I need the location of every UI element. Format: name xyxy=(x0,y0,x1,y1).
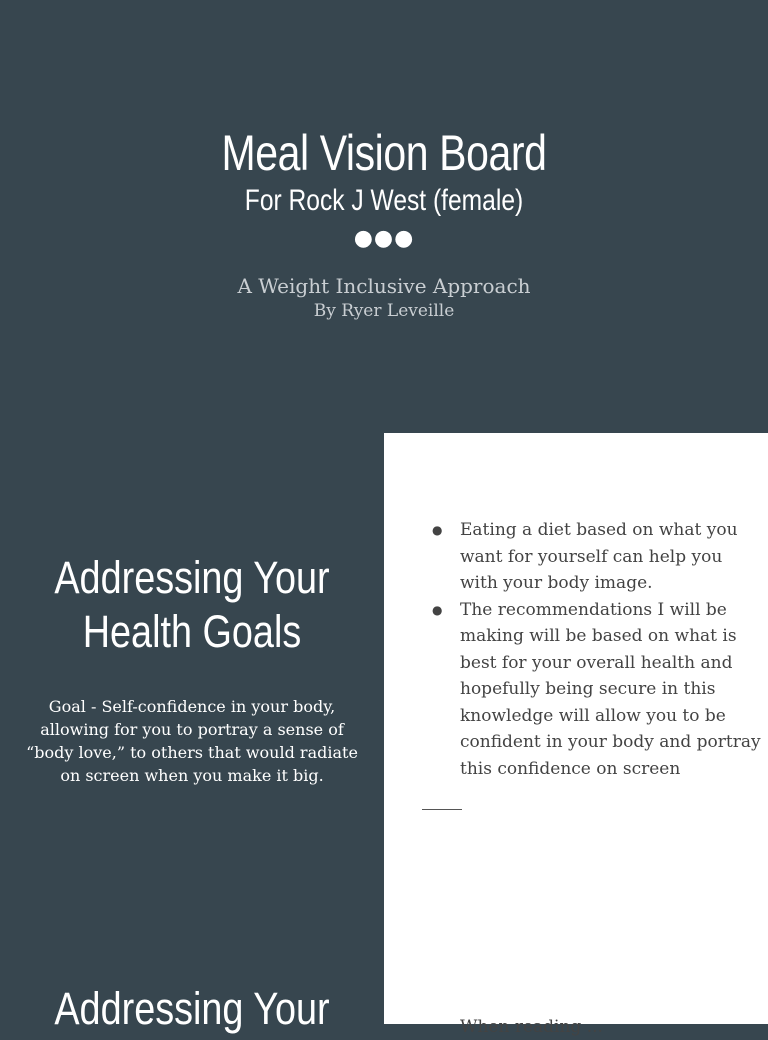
bullet-icon: ● xyxy=(432,602,443,617)
dots-divider: ●●● xyxy=(353,226,415,251)
list-item xyxy=(424,517,764,597)
cover-subtitle: For Rock J West (female) xyxy=(244,184,524,217)
author-line: By Ryer Leveille xyxy=(313,301,455,321)
bullet-list xyxy=(424,517,764,782)
section-heading-second: Addressing Your xyxy=(54,983,330,1034)
list-item-text: The recommendations I will be making will be based on what is best for your overall health and hopefully being secure in this knowledge will allow you to be confident in your body and portray this confidence on screen xyxy=(460,599,761,779)
bullet-icon: ● xyxy=(432,523,443,537)
section-heading-health-goals: Addressing Your Health Goals xyxy=(54,552,330,657)
divider-rule xyxy=(422,809,462,810)
goal-text: Goal - Self-confidence in your body, allowing for you to portray a sense of “body love,” to others that would radiate on screen when you make it big. xyxy=(26,697,358,785)
white-content-panel xyxy=(384,433,768,1037)
cover-title: Meal Vision Board xyxy=(221,125,547,181)
list-item xyxy=(424,597,764,783)
approach-subtitle: A Weight Inclusive Approach xyxy=(237,274,531,298)
list-item-text: Eating a diet based on what you want for yourself can help you with your body image. xyxy=(460,520,738,593)
cut-off-text: When reading ... xyxy=(460,1017,603,1037)
